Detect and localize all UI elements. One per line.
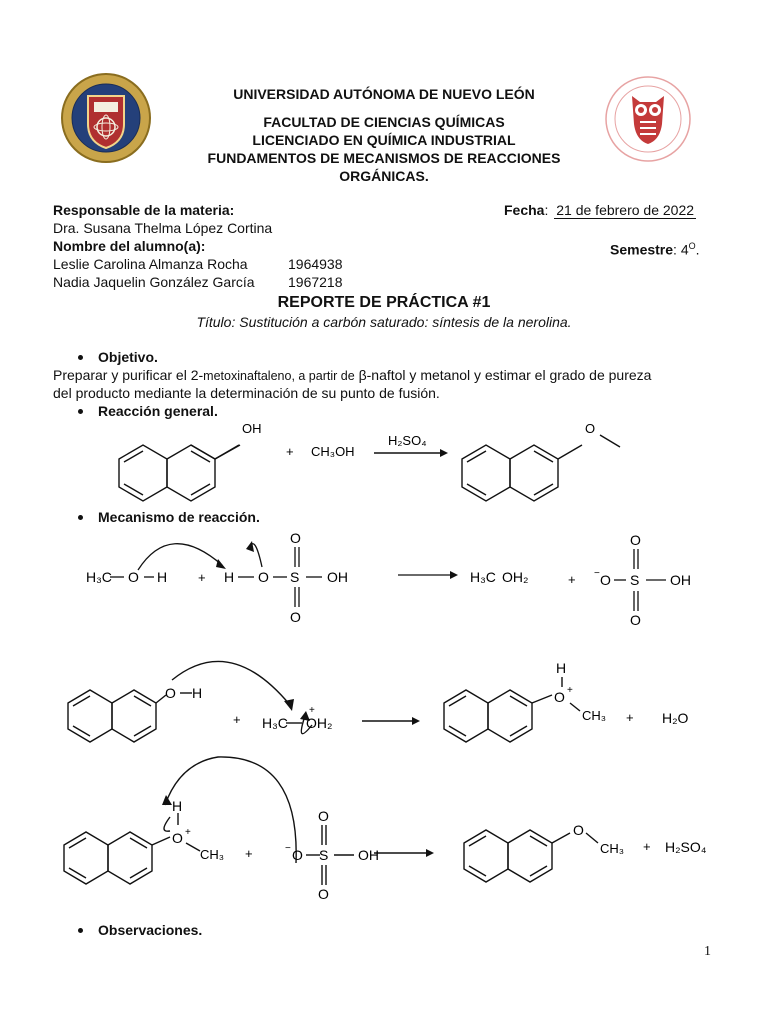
- fecha-field: Fecha: 21 de febrero de 2022: [504, 202, 695, 218]
- fecha-label: Fecha: [504, 202, 545, 218]
- chem-oh-bisulfate: OH: [670, 572, 691, 588]
- course-name-line1: FUNDAMENTOS DE MECANISMOS DE REACCIONES: [207, 150, 561, 166]
- report-subtitle: Título: Sustitución a carbón saturado: síntesis de la nerolina.: [196, 314, 572, 330]
- chem-ether-o: O: [585, 421, 596, 436]
- objetivo-part-a: Preparar y purificar el 2-: [53, 367, 204, 383]
- responsable-name: Dra. Susana Thelma López Cortina: [53, 220, 273, 236]
- bullet-mecanismo: [78, 515, 83, 520]
- objetivo-part-c: , a partir de: [291, 369, 355, 383]
- chem-h2o: H₂O: [662, 710, 689, 726]
- chem-o-nerolina: O: [573, 822, 584, 838]
- mecanismo-heading: Mecanismo de reacción.: [98, 509, 260, 525]
- chem-o-bisulfate-2-top: O: [318, 808, 329, 824]
- bullet-objetivo: [78, 355, 83, 360]
- chem-o-ether: O: [554, 689, 565, 705]
- chem-oh2-oxonium: OH₂: [306, 715, 333, 731]
- chem-plus: +: [286, 444, 294, 459]
- chem-o-acid-top: O: [290, 530, 301, 546]
- chem-o-bisulfate: O: [600, 572, 611, 588]
- fecha-value: 21 de febrero de 2022: [556, 202, 695, 218]
- chem-h3c-methanol: H₃C: [86, 569, 112, 585]
- chem-ch3-nerolina: CH₃: [600, 841, 625, 856]
- chem-o-acid-bottom: O: [290, 609, 301, 625]
- observaciones-heading: Observaciones.: [98, 922, 203, 938]
- chem-h3c-oxonium: H₃C: [262, 715, 288, 731]
- chem-oh-acid: OH: [327, 569, 348, 585]
- chem-ch3-protonated: CH₃: [200, 847, 225, 862]
- chem-h2so4-catalyst: H₂SO₄: [388, 433, 427, 448]
- mechanism-step-3: [0, 755, 768, 900]
- mechanism-step-2: [0, 645, 768, 755]
- chem-minus-bisulfate: −: [594, 568, 600, 579]
- chem-plus-6: +: [643, 839, 651, 854]
- chem-s-acid: S: [290, 569, 300, 585]
- chem-o-bisulfate-2-bottom: O: [318, 886, 329, 900]
- chem-oh: OH: [242, 421, 262, 436]
- chem-o-bisulfate-top: O: [630, 532, 641, 548]
- semestre-label: Semestre: [610, 241, 674, 258]
- chem-h-ether: H: [556, 660, 567, 676]
- chem-o-bisulfate-bottom: O: [630, 612, 641, 628]
- student-2-name: Nadia Jaquelin González García: [53, 274, 255, 290]
- responsable-label: Responsable de la materia:: [53, 202, 235, 218]
- chem-h3c-product: H₃C: [470, 569, 496, 585]
- general-reaction-scheme: [0, 415, 768, 505]
- objetivo-part-b: metoxinaftaleno: [203, 369, 292, 383]
- chem-o-naphthol: O: [165, 685, 176, 701]
- objetivo-heading: Objetivo.: [98, 349, 158, 365]
- chem-o-protonated: O: [172, 830, 183, 846]
- objetivo-text-line1: [53, 367, 651, 384]
- chem-h-methanol: H: [157, 569, 168, 585]
- chem-minus-bisulfate-2: −: [285, 843, 291, 854]
- semestre-value: 4: [680, 241, 689, 258]
- reaccion-heading: Reacción general.: [98, 403, 218, 419]
- degree-name: LICENCIADO EN QUÍMICA INDUSTRIAL: [252, 132, 516, 148]
- alumno-label: Nombre del alumno(a):: [53, 238, 206, 254]
- semestre-field: Semestre: $4^O$.: [610, 241, 700, 258]
- chem-o-methanol: O: [128, 569, 139, 585]
- chem-plus-3: +: [233, 712, 241, 727]
- objetivo-part-d: β: [358, 367, 367, 383]
- mechanism-step-1: [0, 525, 768, 630]
- chem-s-bisulfate: S: [630, 572, 640, 588]
- chem-oplus-protonated: +: [185, 827, 191, 838]
- bullet-reaccion: [78, 409, 83, 414]
- student-2-id: 1967218: [288, 274, 343, 290]
- chem-h-protonated: H: [172, 798, 183, 814]
- report-title: REPORTE DE PRÁCTICA #1: [277, 294, 491, 311]
- chem-o-bisulfate-2: O: [292, 847, 303, 863]
- chem-oh-bisulfate-2: OH: [358, 847, 379, 863]
- student-1-id: 1964938: [288, 256, 343, 272]
- chem-h-naphthol: H: [192, 685, 203, 701]
- objetivo-text-line2: del producto mediante la determinación de su punto de fusión.: [53, 385, 440, 401]
- chem-plus-5: +: [245, 846, 253, 861]
- chem-plus-2: +: [568, 572, 576, 587]
- chem-h2so4-product: H₂SO₄: [665, 839, 707, 855]
- page-number: 1: [704, 944, 711, 959]
- chem-methanol: CH₃OH: [311, 444, 355, 459]
- chem-plus-4: +: [626, 710, 634, 725]
- chem-s-bisulfate-2: S: [319, 847, 329, 863]
- chem-oplus-oxonium: +: [309, 705, 315, 716]
- semestre-superscript: O: [688, 241, 696, 251]
- chem-ch3-ether: CH₃: [582, 708, 607, 723]
- chem-o-acid: O: [258, 569, 269, 585]
- university-name: UNIVERSIDAD AUTÓNOMA DE NUEVO LEÓN: [233, 86, 535, 102]
- objetivo-part-e: -naftol y metanol y estimar el grado de pureza: [366, 367, 652, 383]
- bullet-observaciones: [78, 928, 83, 933]
- chem-h-acid: H: [224, 569, 235, 585]
- chem-oh2-product: OH₂: [502, 569, 529, 585]
- chem-oplus-ether: +: [567, 685, 573, 696]
- chem-plus-1: +: [198, 570, 206, 585]
- student-1-name: Leslie Carolina Almanza Rocha: [53, 256, 248, 272]
- faculty-name: FACULTAD DE CIENCIAS QUÍMICAS: [263, 114, 505, 130]
- course-name-line2: ORGÁNICAS.: [339, 168, 429, 184]
